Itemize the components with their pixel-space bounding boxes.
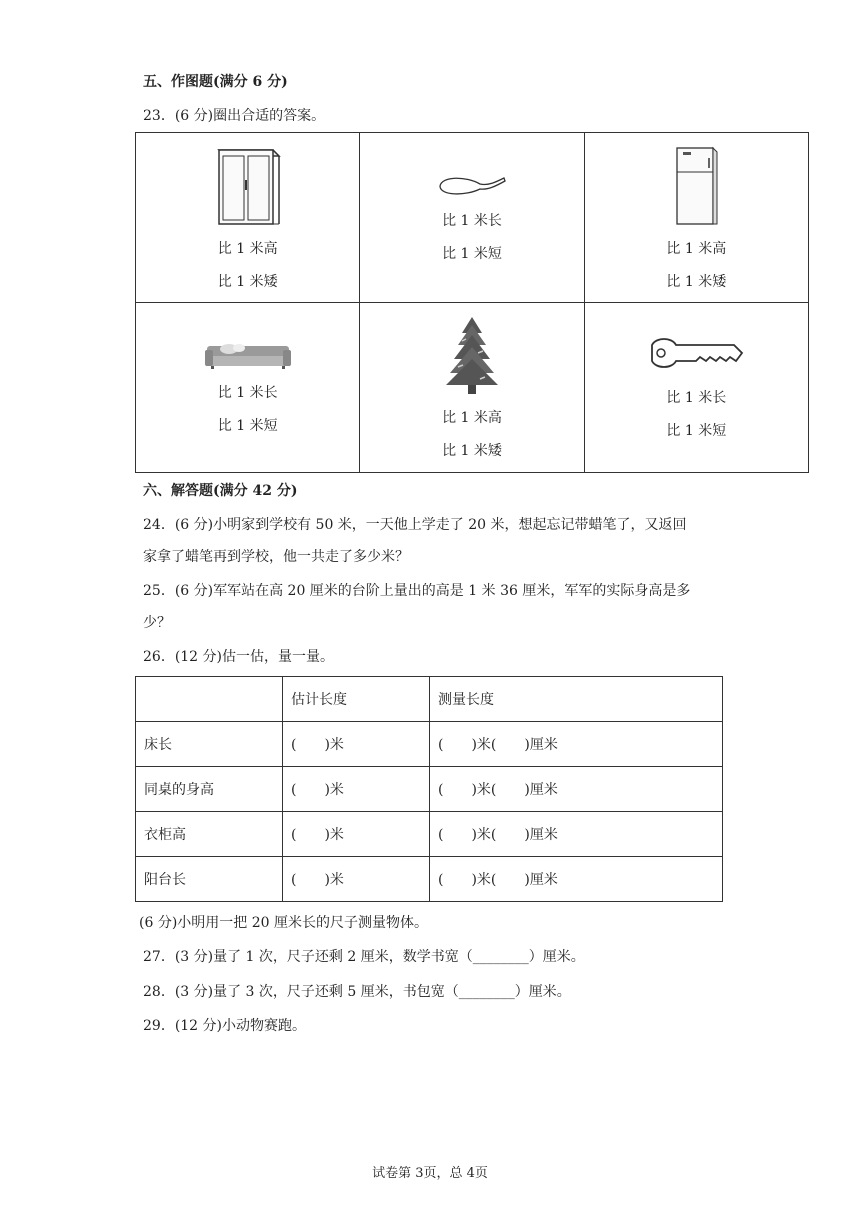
spoon-icon bbox=[436, 172, 508, 198]
question-25-line2: 少？ bbox=[143, 615, 171, 631]
option-taller[interactable]: 比 1 米高 bbox=[666, 240, 727, 257]
row-label: 床长 bbox=[136, 722, 283, 767]
estimate-table bbox=[135, 676, 723, 902]
table-row bbox=[136, 857, 723, 902]
option-longer[interactable]: 比 1 米长 bbox=[217, 384, 278, 401]
estimate-cell[interactable]: ( )米 bbox=[283, 857, 430, 902]
question-29: 29．(12 分)小动物赛跑。 bbox=[143, 1018, 307, 1034]
header-cell bbox=[136, 677, 283, 722]
header-cell: 测量长度 bbox=[430, 677, 723, 722]
option-shorter[interactable]: 比 1 米短 bbox=[217, 417, 278, 434]
option-shorter[interactable]: 比 1 米矮 bbox=[442, 442, 502, 459]
estimate-cell[interactable]: ( )米 bbox=[283, 722, 430, 767]
table-row bbox=[136, 767, 723, 812]
cell-sofa bbox=[136, 303, 360, 473]
key-icon bbox=[646, 335, 746, 375]
estimate-cell[interactable]: ( )米 bbox=[283, 767, 430, 812]
cell-key bbox=[584, 303, 808, 473]
page-footer: 试卷第 3页，总 4页 bbox=[372, 1166, 488, 1181]
option-shorter[interactable]: 比 1 米短 bbox=[666, 422, 727, 439]
option-longer[interactable]: 比 1 米长 bbox=[442, 212, 502, 229]
section6-heading: 六、解答题(满分 42 分) bbox=[143, 483, 298, 499]
question-28: 28．(3 分)量了 3 次，尺子还剩 5 厘米，书包宽（________）厘米。 bbox=[143, 984, 571, 1000]
measure-cell[interactable]: ( )米( )厘米 bbox=[430, 767, 723, 812]
question-27-intro: (6 分)小明用一把 20 厘米长的尺子测量物体。 bbox=[139, 915, 428, 931]
option-shorter[interactable]: 比 1 米矮 bbox=[217, 273, 278, 290]
measure-cell[interactable]: ( )米( )厘米 bbox=[430, 812, 723, 857]
question-24-line2: 家拿了蜡笔再到学校，他一共走了多少米？ bbox=[143, 549, 409, 565]
row-label: 阳台长 bbox=[136, 857, 283, 902]
question-26: 26．(12 分)估一估，量一量。 bbox=[143, 649, 335, 665]
cell-pine-tree bbox=[360, 303, 584, 473]
option-taller[interactable]: 比 1 米高 bbox=[217, 240, 278, 257]
cell-wardrobe bbox=[136, 133, 360, 303]
pine-tree-icon bbox=[444, 315, 500, 395]
refrigerator-icon bbox=[671, 144, 721, 226]
option-longer[interactable]: 比 1 米长 bbox=[666, 389, 727, 406]
cell-refrigerator bbox=[584, 133, 808, 303]
measure-cell[interactable]: ( )米( )厘米 bbox=[430, 722, 723, 767]
section5-heading: 五、作图题(满分 6 分) bbox=[143, 74, 288, 90]
question-25-line1: 25．(6 分)军军站在高 20 厘米的台阶上量出的高是 1 米 36 厘米，军军的实际身高是多 bbox=[143, 583, 691, 599]
question-27: 27．(3 分)量了 1 次，尺子还剩 2 厘米，数学书宽（________）厘米。 bbox=[143, 949, 585, 965]
question-23: 23．(6 分)圈出合适的答案。 bbox=[143, 108, 326, 124]
option-shorter[interactable]: 比 1 米矮 bbox=[666, 273, 727, 290]
option-taller[interactable]: 比 1 米高 bbox=[442, 409, 502, 426]
table-row bbox=[136, 812, 723, 857]
option-shorter[interactable]: 比 1 米短 bbox=[442, 245, 502, 262]
question-24-line1: 24．(6 分)小明家到学校有 50 米，一天他上学走了 20 米，想起忘记带蜡笔了，又返回 bbox=[143, 517, 687, 533]
cell-spoon bbox=[360, 133, 584, 303]
sofa-icon bbox=[203, 340, 293, 370]
row-label: 衣柜高 bbox=[136, 812, 283, 857]
estimate-cell[interactable]: ( )米 bbox=[283, 812, 430, 857]
measure-cell[interactable]: ( )米( )厘米 bbox=[430, 857, 723, 902]
row-label: 同桌的身高 bbox=[136, 767, 283, 812]
table-row bbox=[136, 722, 723, 767]
table-header-row bbox=[136, 677, 723, 722]
wardrobe-icon bbox=[213, 144, 283, 226]
picture-table bbox=[135, 132, 809, 473]
header-cell: 估计长度 bbox=[283, 677, 430, 722]
